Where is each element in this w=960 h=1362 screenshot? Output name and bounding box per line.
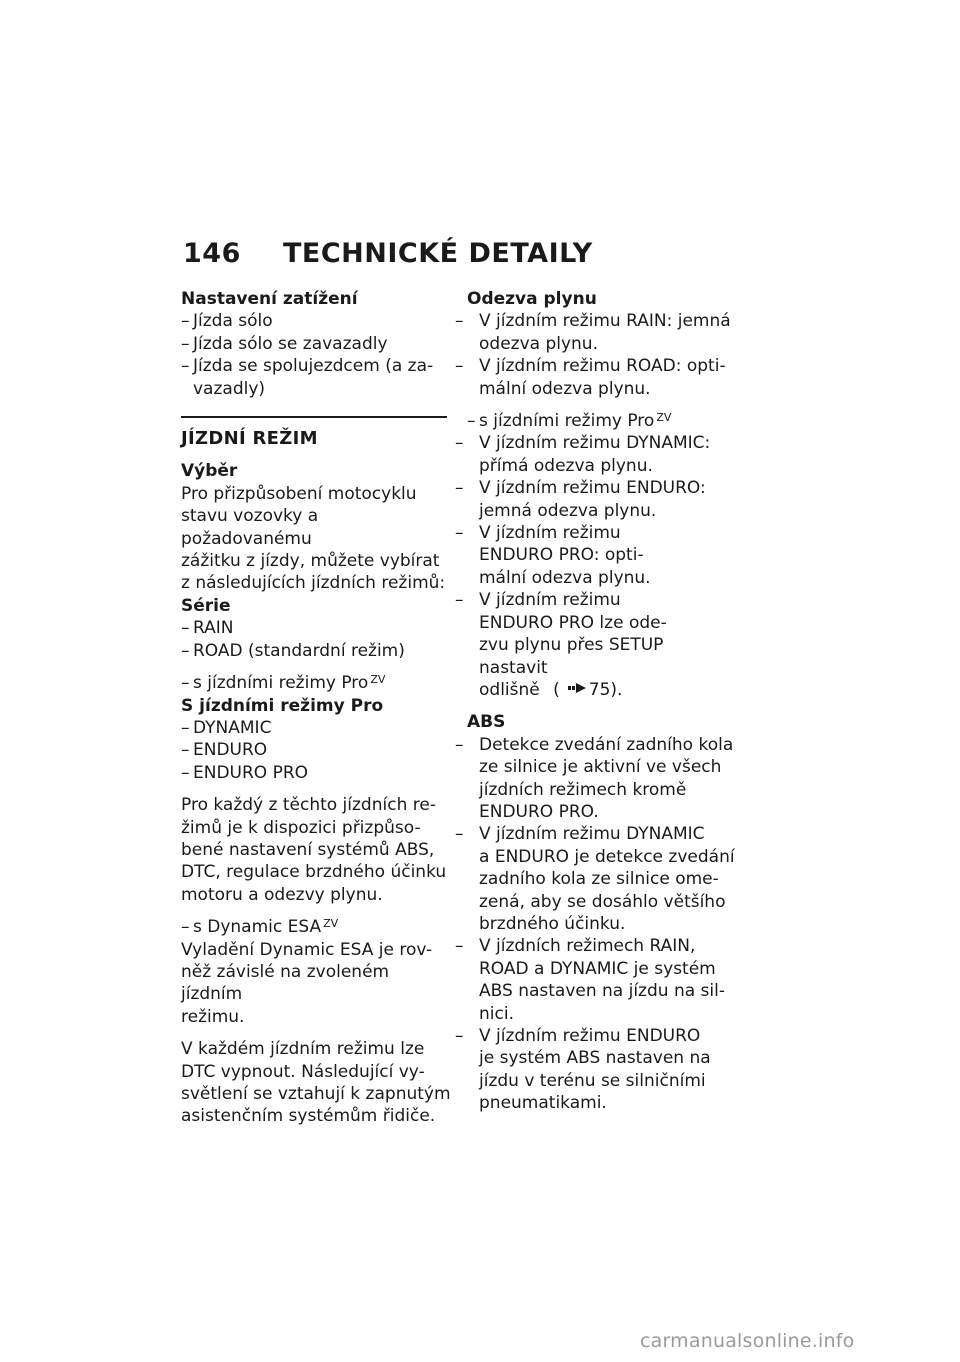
abs-heading: ABS xyxy=(467,712,506,733)
option-pro: – s jízdními režimy Pro $^{ZV}$ xyxy=(467,411,672,432)
option-pro: – s jízdními režimy Pro $^{ZV}$ xyxy=(181,673,386,694)
list-item: – Detekce zvedání zadního kola ze silnice je aktivní ve všech jízdních režimech kromě ENDURO PRO. xyxy=(455,734,734,822)
paragraph-3: V každém jízdním režimu lze DTC vypnout. Následující vy- světlení se vztahují k zapnutým asistenčním systémům řidiče. xyxy=(181,1039,451,1127)
list-item: – V jízdním režimu ENDURO: jemná odezva plynu. xyxy=(455,478,706,521)
list-item: – RAIN xyxy=(181,618,234,639)
list-item: – V jízdním režimu DYNAMIC: přímá odezva plynu. xyxy=(455,433,711,476)
pro-heading: S jízdními režimy Pro xyxy=(181,695,384,716)
load-heading: Nastavení zatížení xyxy=(181,289,358,309)
section-title: JÍZDNÍ REŽIM xyxy=(181,428,318,450)
list-item: – V jízdním režimu ENDURO PRO: opti- mální odezva plynu. xyxy=(455,523,651,588)
page-reference-arrow-icon xyxy=(568,683,586,693)
select-text: Pro přizpůsobení motocyklu stavu vozovky a požadovanému zážitku z jízdy, můžete vybírat z následujících jízdních režimů: xyxy=(181,483,446,594)
watermark: carmanualsonline.info xyxy=(640,1330,855,1352)
list-item: – ROAD (standardní režim) xyxy=(181,640,405,661)
section-divider xyxy=(181,416,447,418)
paragraph-2: Vyladění Dynamic ESA je rov- něž závislé na zvoleném jízdním režimu. xyxy=(181,939,433,1027)
list-item: – Jízda sólo xyxy=(181,311,273,332)
page-reference[interactable]: 75). xyxy=(588,679,623,700)
left-column xyxy=(181,288,451,1128)
list-item: – V jízdním režimu RAIN: jemná odezva plynu. xyxy=(455,311,731,354)
series-heading: Série xyxy=(181,595,231,616)
right-column xyxy=(455,288,737,1115)
throttle-heading: Odezva plynu xyxy=(467,289,597,309)
list-item: – ENDURO xyxy=(181,740,268,761)
page-title: TECHNICKÉ DETAILY xyxy=(283,238,593,269)
list-item: – V jízdním režimu ENDURO PRO lze ode- zvu plynu přes SETUP nastavit odlišně ( 75). xyxy=(455,590,667,700)
page-number: 146 xyxy=(183,238,241,269)
list-item: – V jízdním režimu ROAD: opti- mální odezva plynu. xyxy=(455,356,726,399)
option-esa: – s Dynamic ESA $^{ZV}$ xyxy=(181,917,339,938)
list-item-cont: vazadly) xyxy=(193,378,266,399)
list-item: – V jízdním režimu DYNAMIC a ENDURO je detekce zvedání zadního kola ze silnice ome- zená, aby se dosáhlo většího brzdného účinku. xyxy=(455,824,735,934)
list-item: – DYNAMIC xyxy=(181,717,272,738)
list-item: – V jízdních režimech RAIN, ROAD a DYNAMIC je systém ABS nastaven na jízdu na sil- nici. xyxy=(455,936,725,1024)
list-item: – Jízda se spolujezdcem (a za- xyxy=(181,356,434,377)
select-heading: Výběr xyxy=(181,461,238,482)
list-item: – V jízdním režimu ENDURO je systém ABS nastaven na jízdu v terénu se silničními pneumatikami. xyxy=(455,1026,711,1114)
list-item: – ENDURO PRO xyxy=(181,762,309,783)
paragraph-1: Pro každý z těchto jízdních re- žimů je k dispozici přizpůso- bené nastavení systémů ABS, DTC, regulace brzdného účinku motoru a odezvy plynu. xyxy=(181,795,447,905)
list-item: – Jízda sólo se zavazadly xyxy=(181,333,388,354)
page-header xyxy=(183,238,593,269)
